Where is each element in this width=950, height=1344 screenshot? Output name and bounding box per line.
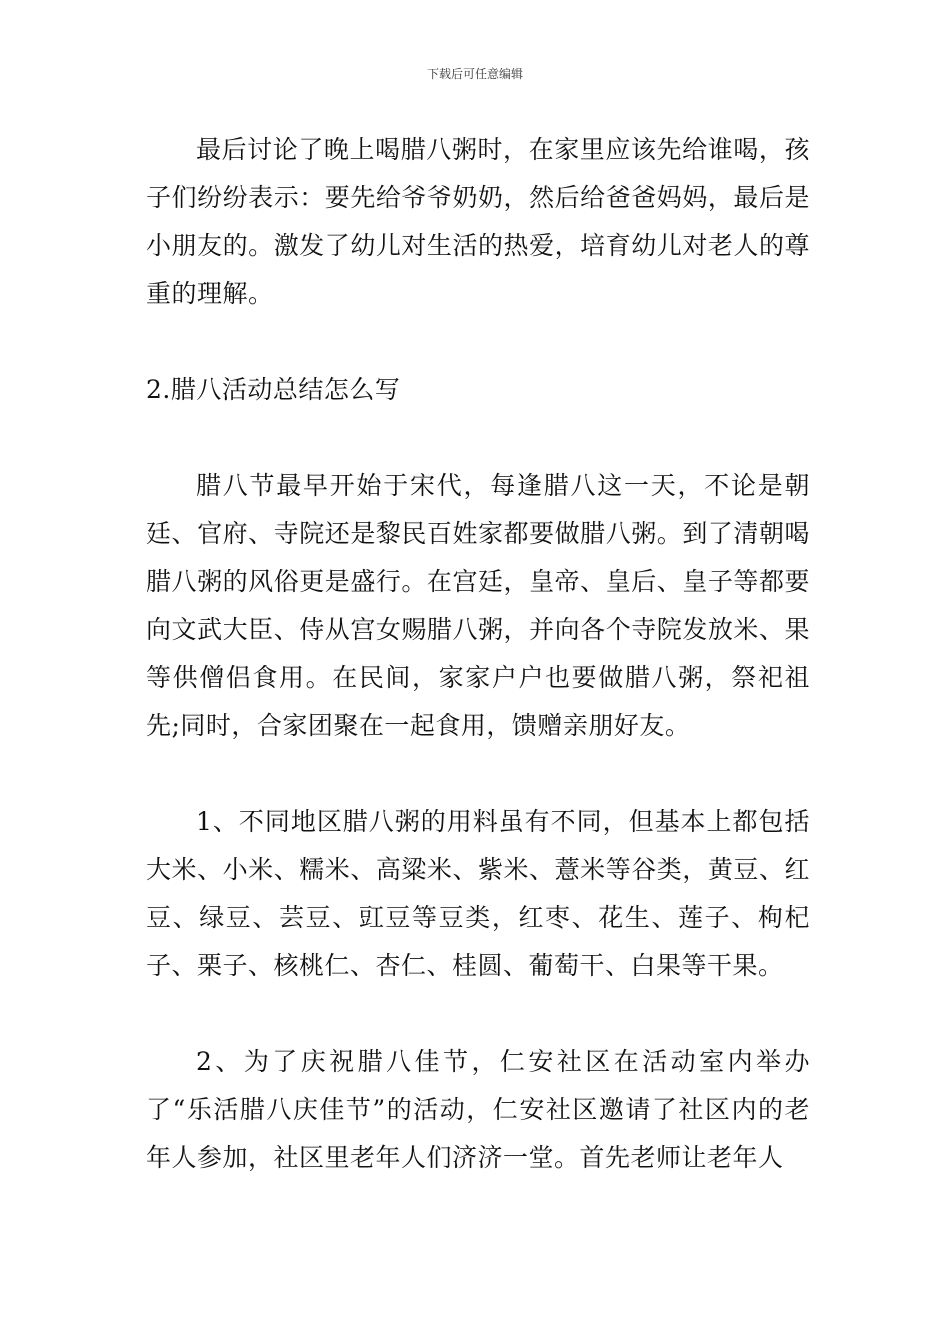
- paragraph-spacer: [146, 318, 810, 366]
- paragraph-ingredients: 1、不同地区腊八粥的用料虽有不同，但基本上都包括大米、小米、糯米、高粱米、紫米、薏米等谷类，黄豆、红豆、绿豆、芸豆、豇豆等豆类，红枣、花生、莲子、枸杞子、栗子、核桃仁、杏仁、桂圆、葡萄干、白果等干果。: [146, 807, 810, 980]
- paragraph-spacer: [146, 750, 810, 798]
- paragraph-spacer: [146, 990, 810, 1038]
- paragraph-community-event: 2、为了庆祝腊八佳节，仁安社区在活动室内举办了“乐活腊八庆佳节”的活动，仁安社区邀请了社区内的老年人参加，社区里老年人们济济一堂。首先老师让老年人: [146, 1047, 810, 1172]
- paragraph-spacer: [146, 414, 810, 462]
- document-body: [146, 126, 810, 1182]
- section-heading: 2.腊八活动总结怎么写: [146, 375, 401, 404]
- paragraph-laba-history: 腊八节最早开始于宋代，每逢腊八这一天，不论是朝廷、官府、寺院还是黎民百姓家都要做腊八粥。到了清朝喝腊八粥的风俗更是盛行。在宫廷，皇帝、皇后、皇子等都要向文武大臣、侍从宫女赐腊八粥，并向各个寺院发放米、果等供僧侣食用。在民间，家家户户也要做腊八粥，祭祀祖先;同时，合家团聚在一起食用，馈赠亲朋好友。: [146, 471, 810, 740]
- paragraph-porridge-order: 最后讨论了晚上喝腊八粥时，在家里应该先给谁喝，孩子们纷纷表示：要先给爷爷奶奶，然后给爸爸妈妈，最后是小朋友的。激发了幼儿对生活的热爱，培育幼儿对老人的尊重的理解。: [146, 135, 810, 308]
- page-header: 下载后可任意编辑: [426, 67, 523, 81]
